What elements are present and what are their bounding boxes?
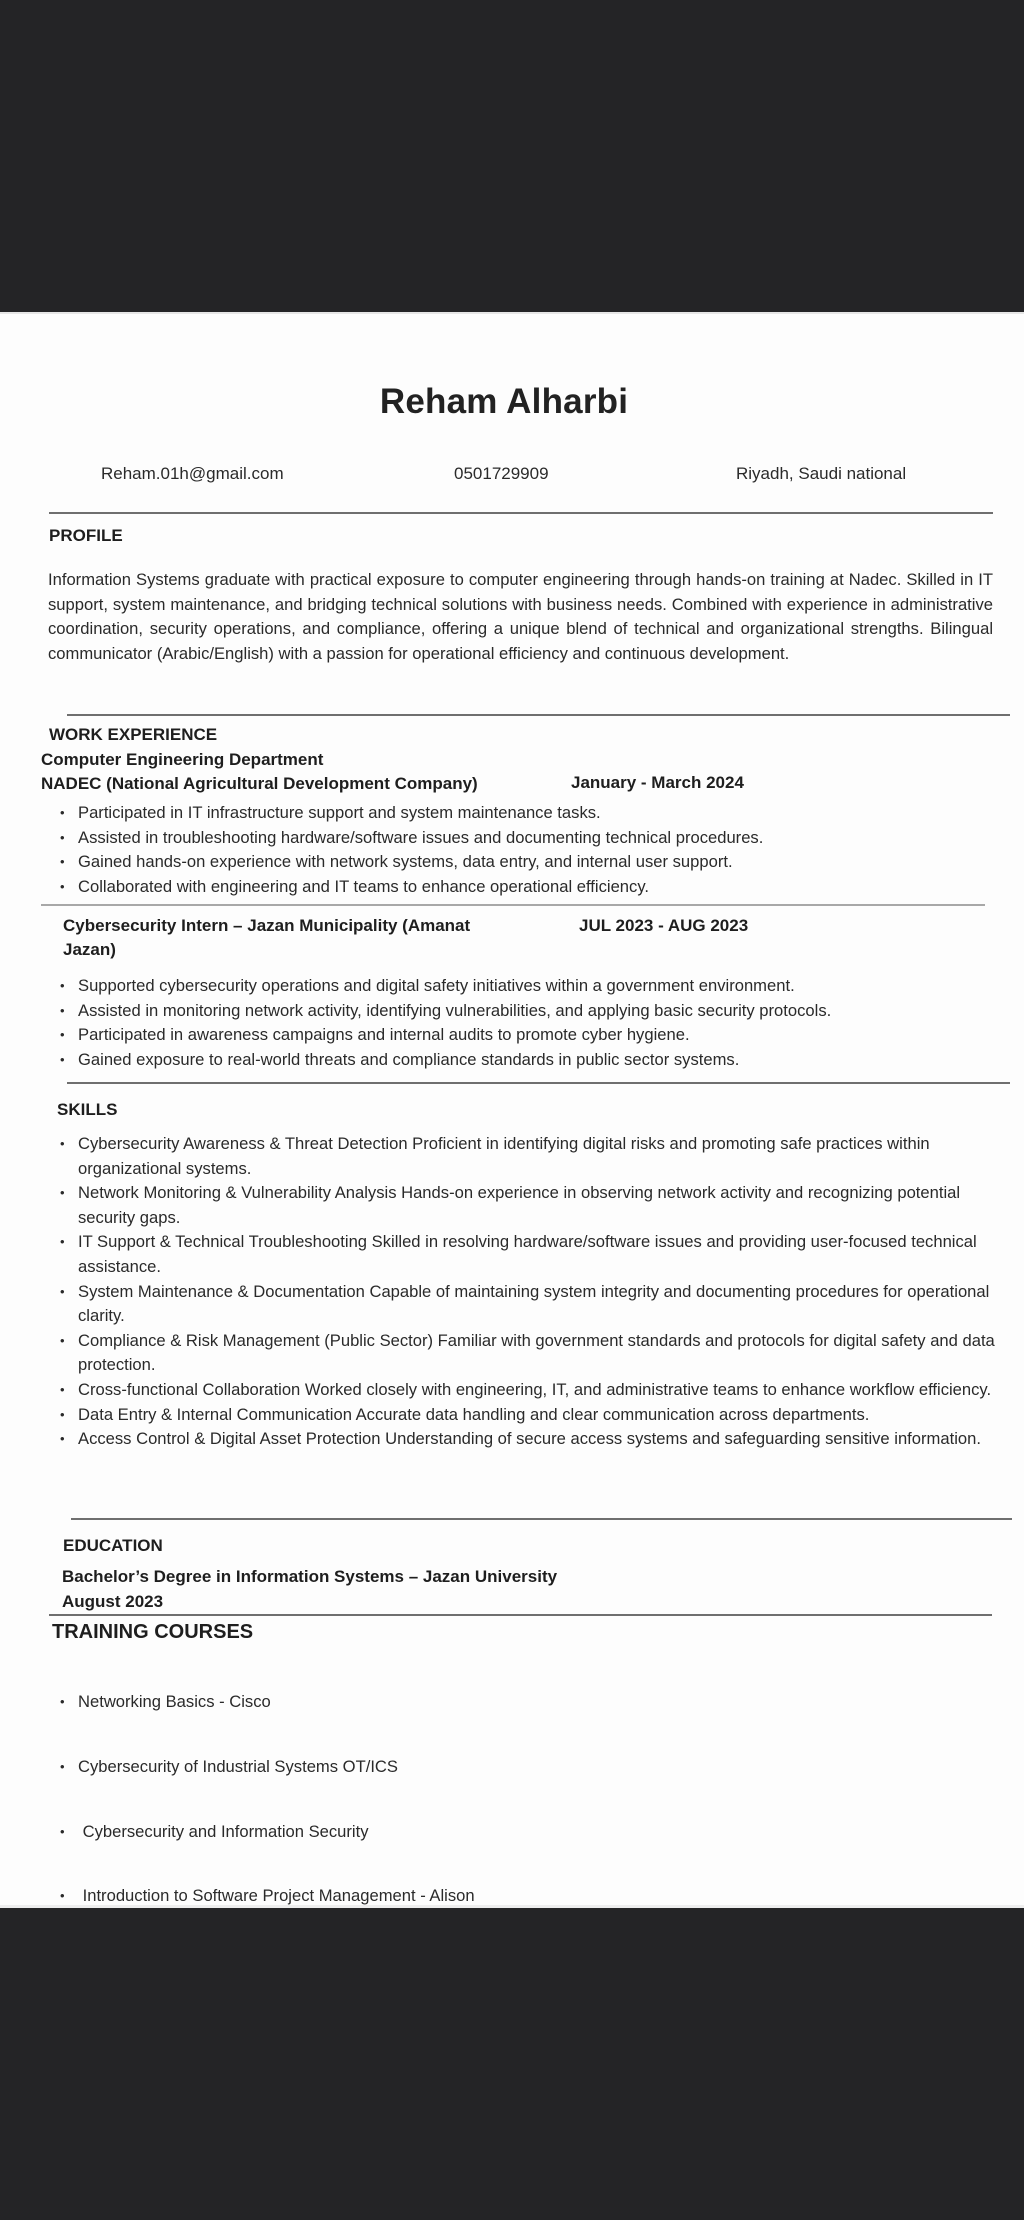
education-date: August 2023 xyxy=(62,1592,164,1611)
training-item: • Networking Basics - Cisco xyxy=(48,1690,641,1715)
skill-item: • Cross-functional Collaboration Worked closely with engineering, IT, and administrative teams to enhance workflow efficiency. xyxy=(48,1378,1018,1403)
training-item: • Cybersecurity of Industrial Systems OT/ICS xyxy=(48,1755,641,1780)
job1-department: Computer Engineering Department xyxy=(41,750,324,769)
top-dark-background xyxy=(0,0,1024,312)
skill-item: • IT Support & Technical Troubleshooting Skilled in resolving hardware/software issues and providing user-focused technical assistance. xyxy=(48,1230,1018,1279)
training-item: • Cybersecurity and Information Security xyxy=(48,1820,641,1845)
education-heading: EDUCATION xyxy=(63,1536,163,1555)
experience-divider xyxy=(67,1082,1010,1084)
skills-divider xyxy=(71,1518,1012,1520)
location-text: Riyadh, Saudi national xyxy=(736,464,907,483)
resume-page xyxy=(0,312,1024,1908)
skill-item: • System Maintenance & Documentation Capable of maintaining system integrity and documenting procedures for operational clarity. xyxy=(48,1280,1018,1329)
education-divider xyxy=(49,1614,992,1616)
job-divider xyxy=(41,904,985,906)
work-experience-heading: WORK EXPERIENCE xyxy=(49,725,218,744)
skills-list xyxy=(48,1132,1018,1452)
job2-bullet: • Participated in awareness campaigns and internal audits to promote cyber hygiene. xyxy=(48,1023,831,1048)
job1-bullet: • Gained hands-on experience with network systems, data entry, and internal user support. xyxy=(48,850,763,875)
job1-dates: January - March 2024 xyxy=(571,773,744,792)
skills-heading: SKILLS xyxy=(57,1100,118,1119)
job2-bullet: • Assisted in monitoring network activity, identifying vulnerabilities, and applying basic security protocols. xyxy=(48,999,831,1024)
job2-dates: JUL 2023 - AUG 2023 xyxy=(579,916,749,935)
skill-item: • Network Monitoring & Vulnerability Analysis Hands-on experience in observing network activity and recognizing potential security gaps. xyxy=(48,1181,1018,1230)
job2-title-line2: Jazan) xyxy=(63,940,116,959)
job1-company: NADEC (National Agricultural Development Company) xyxy=(41,774,478,793)
candidate-name: Reham Alharbi xyxy=(379,382,629,421)
training-heading: TRAINING COURSES xyxy=(52,1621,254,1643)
training-item: • Introduction to Software Project Management - Alison xyxy=(48,1884,641,1909)
job1-bullet: • Collaborated with engineering and IT teams to enhance operational efficiency. xyxy=(48,875,763,900)
job1-bullet: • Participated in IT infrastructure support and system maintenance tasks. xyxy=(48,801,763,826)
job2-title-line1: Cybersecurity Intern – Jazan Municipality (Amanat xyxy=(63,916,471,935)
job1-bullet: • Assisted in troubleshooting hardware/software issues and documenting technical procedures. xyxy=(48,826,763,851)
skill-item: • Cybersecurity Awareness & Threat Detection Proficient in identifying digital risks and promoting safe practices within organizational systems. xyxy=(48,1132,1018,1181)
phone-text: 0501729909 xyxy=(454,464,549,483)
skill-item: • Compliance & Risk Management (Public Sector) Familiar with government standards and protocols for digital safety and data protection. xyxy=(48,1329,1018,1378)
bottom-dark-background xyxy=(0,1908,1024,2220)
skill-item: • Access Control & Digital Asset Protection Understanding of secure access systems and safeguarding sensitive information. xyxy=(48,1427,1018,1452)
job2-bullet: • Gained exposure to real-world threats and compliance standards in public sector systems. xyxy=(48,1048,831,1073)
profile-divider xyxy=(67,714,1010,716)
profile-heading: PROFILE xyxy=(49,526,123,545)
job2-bullets xyxy=(48,974,831,1072)
job2-bullet: • Supported cybersecurity operations and digital safety initiatives within a government environment. xyxy=(48,974,831,999)
skill-item: • Data Entry & Internal Communication Accurate data handling and clear communication across departments. xyxy=(48,1403,1018,1428)
education-degree: Bachelor’s Degree in Information Systems – Jazan University xyxy=(62,1567,558,1586)
header-divider xyxy=(49,512,993,514)
email-text: Reham.01h@gmail.com xyxy=(101,464,284,483)
profile-summary: Information Systems graduate with practical exposure to computer engineering through hands-on training at Nadec. Skilled in IT support, system maintenance, and bridging technical solutions with business needs. Combined with experience in administrative coordination, security operations, and compliance, offering a unique blend of technical and organizational strengths. Bilingual communicator (Arabic/English) with a passion for operational efficiency and continuous development. xyxy=(48,570,993,663)
job1-bullets xyxy=(48,801,763,899)
